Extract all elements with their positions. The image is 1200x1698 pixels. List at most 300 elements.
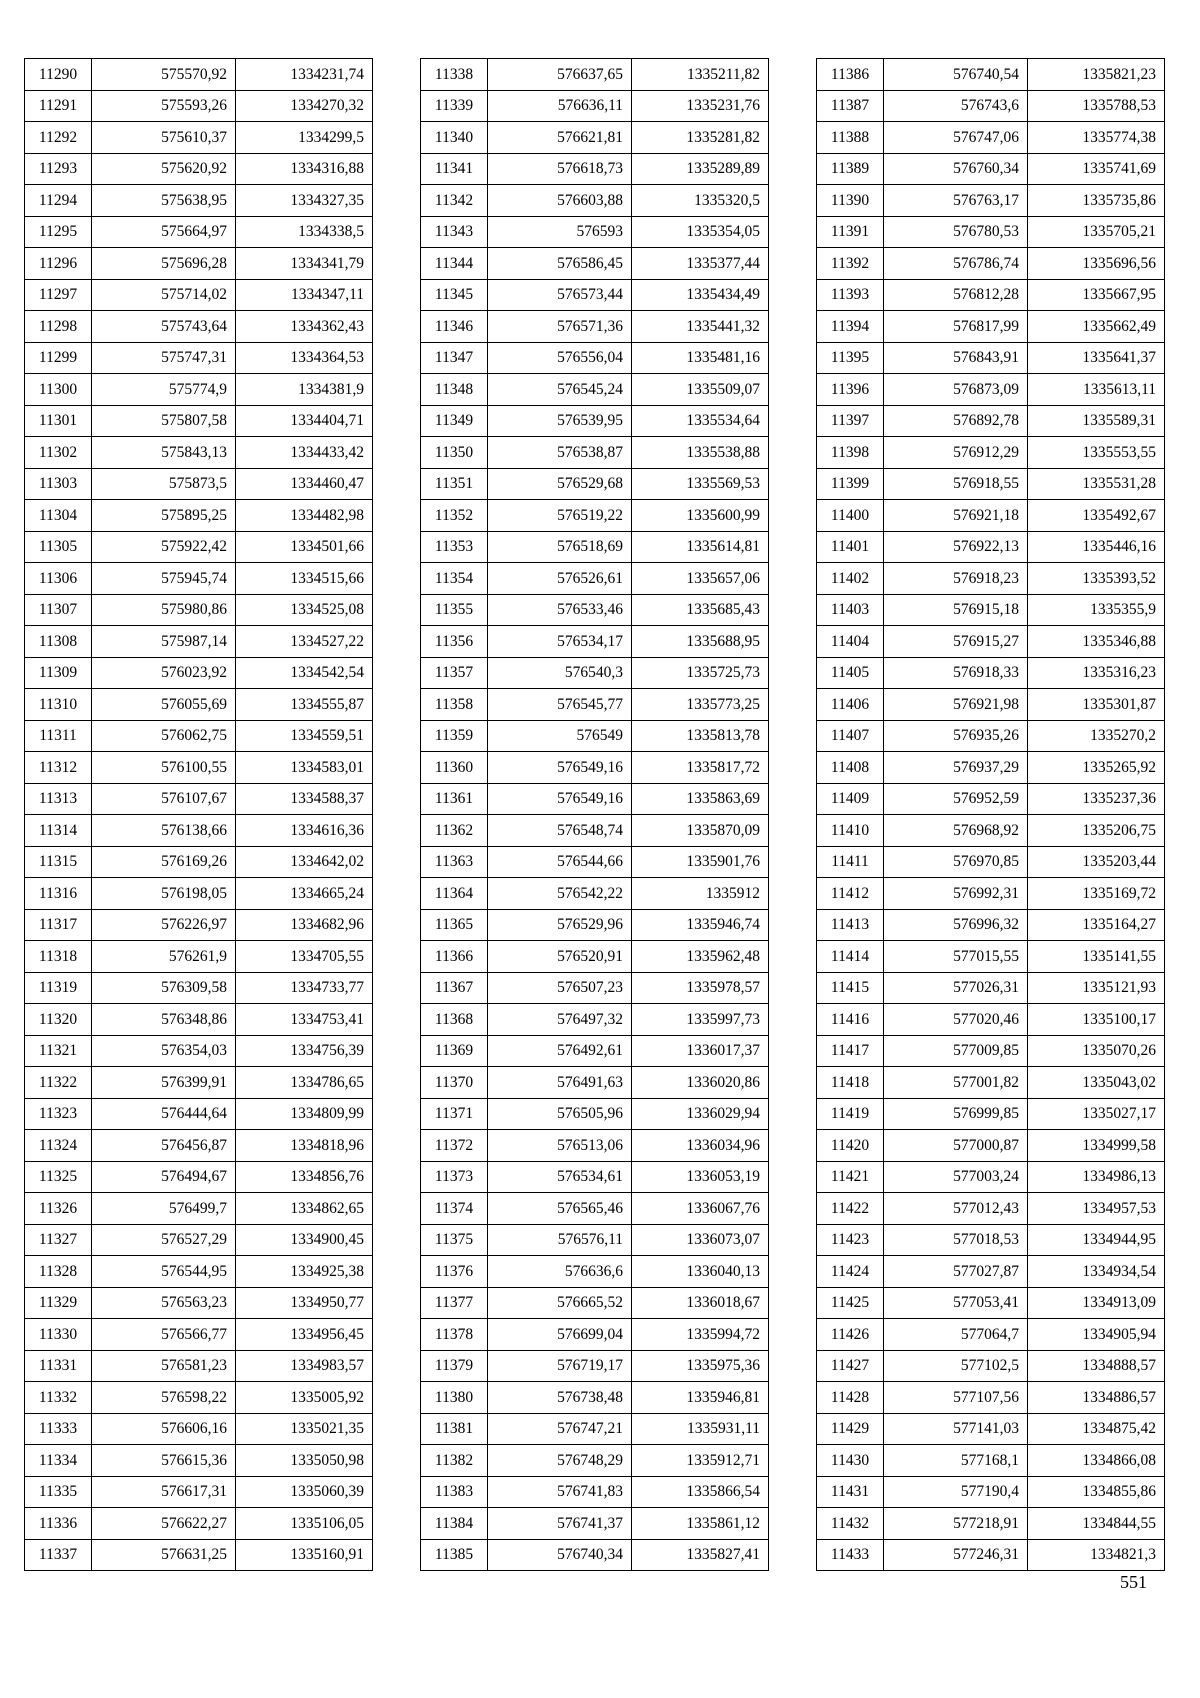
x-coordinate-cell: 576743,6	[884, 90, 1028, 122]
x-coordinate-cell: 576631,25	[92, 1539, 236, 1571]
point-number-cell: 11324	[25, 1130, 92, 1162]
x-coordinate-cell: 576526,61	[488, 563, 632, 595]
y-coordinate-cell: 1335657,06	[632, 563, 769, 595]
y-coordinate-cell: 1334616,36	[236, 815, 373, 847]
y-coordinate-cell: 1335355,9	[1028, 594, 1165, 626]
x-coordinate-cell: 576492,61	[488, 1035, 632, 1067]
point-number-cell: 11361	[421, 783, 488, 815]
x-coordinate-cell: 576598,22	[92, 1382, 236, 1414]
table-row	[25, 594, 373, 626]
table-row	[817, 437, 1165, 469]
table-row	[25, 1445, 373, 1477]
point-number-cell: 11305	[25, 531, 92, 563]
table-row	[25, 878, 373, 910]
y-coordinate-cell: 1335912	[632, 878, 769, 910]
y-coordinate-cell: 1335141,55	[1028, 941, 1165, 973]
y-coordinate-cell: 1334983,57	[236, 1350, 373, 1382]
table-row	[421, 216, 769, 248]
table-row	[25, 1476, 373, 1508]
y-coordinate-cell: 1335600,99	[632, 500, 769, 532]
point-number-cell: 11433	[817, 1539, 884, 1571]
x-coordinate-cell: 577027,87	[884, 1256, 1028, 1288]
point-number-cell: 11313	[25, 783, 92, 815]
point-number-cell: 11388	[817, 122, 884, 154]
y-coordinate-cell: 1335788,53	[1028, 90, 1165, 122]
x-coordinate-cell: 576226,97	[92, 909, 236, 941]
y-coordinate-cell: 1335866,54	[632, 1476, 769, 1508]
point-number-cell: 11339	[421, 90, 488, 122]
y-coordinate-cell: 1335975,36	[632, 1350, 769, 1382]
table-row	[25, 689, 373, 721]
table-row	[421, 1382, 769, 1414]
table-row	[421, 248, 769, 280]
point-number-cell: 11382	[421, 1445, 488, 1477]
table-row	[421, 846, 769, 878]
table-row	[817, 342, 1165, 374]
table-row	[421, 122, 769, 154]
table-row	[25, 437, 373, 469]
y-coordinate-cell: 1334555,87	[236, 689, 373, 721]
table-row	[25, 1287, 373, 1319]
y-coordinate-cell: 1334900,45	[236, 1224, 373, 1256]
y-coordinate-cell: 1334404,71	[236, 405, 373, 437]
x-coordinate-cell: 576497,32	[488, 1004, 632, 1036]
table-row	[25, 59, 373, 91]
point-number-cell: 11290	[25, 59, 92, 91]
point-number-cell: 11427	[817, 1350, 884, 1382]
table-row	[817, 405, 1165, 437]
y-coordinate-cell: 1335005,92	[236, 1382, 373, 1414]
y-coordinate-cell: 1334944,95	[1028, 1224, 1165, 1256]
y-coordinate-cell: 1335121,93	[1028, 972, 1165, 1004]
y-coordinate-cell: 1335774,38	[1028, 122, 1165, 154]
y-coordinate-cell: 1335021,35	[236, 1413, 373, 1445]
point-number-cell: 11413	[817, 909, 884, 941]
point-number-cell: 11334	[25, 1445, 92, 1477]
x-coordinate-cell: 576399,91	[92, 1067, 236, 1099]
y-coordinate-cell: 1335393,52	[1028, 563, 1165, 595]
table-row	[817, 1067, 1165, 1099]
table-row	[817, 468, 1165, 500]
point-number-cell: 11356	[421, 626, 488, 658]
point-number-cell: 11399	[817, 468, 884, 500]
y-coordinate-cell: 1335553,55	[1028, 437, 1165, 469]
table-row	[817, 59, 1165, 91]
x-coordinate-cell: 575987,14	[92, 626, 236, 658]
x-coordinate-cell: 577102,5	[884, 1350, 1028, 1382]
y-coordinate-cell: 1335377,44	[632, 248, 769, 280]
point-number-cell: 11410	[817, 815, 884, 847]
y-coordinate-cell: 1336029,94	[632, 1098, 769, 1130]
x-coordinate-cell: 576918,55	[884, 468, 1028, 500]
point-number-cell: 11306	[25, 563, 92, 595]
point-number-cell: 11404	[817, 626, 884, 658]
x-coordinate-cell: 576534,61	[488, 1161, 632, 1193]
y-coordinate-cell: 1335613,11	[1028, 374, 1165, 406]
x-coordinate-cell: 576549	[488, 720, 632, 752]
point-number-cell: 11297	[25, 279, 92, 311]
y-coordinate-cell: 1335446,16	[1028, 531, 1165, 563]
y-coordinate-cell: 1334482,98	[236, 500, 373, 532]
point-number-cell: 11397	[817, 405, 884, 437]
table-row	[817, 1035, 1165, 1067]
y-coordinate-cell: 1335441,32	[632, 311, 769, 343]
x-coordinate-cell: 576261,9	[92, 941, 236, 973]
x-coordinate-cell: 576055,69	[92, 689, 236, 721]
x-coordinate-cell: 575664,97	[92, 216, 236, 248]
y-coordinate-cell: 1334957,53	[1028, 1193, 1165, 1225]
x-coordinate-cell: 575774,9	[92, 374, 236, 406]
point-number-cell: 11331	[25, 1350, 92, 1382]
y-coordinate-cell: 1334642,02	[236, 846, 373, 878]
table-row	[25, 1319, 373, 1351]
y-coordinate-cell: 1335231,76	[632, 90, 769, 122]
table-row	[817, 972, 1165, 1004]
y-coordinate-cell: 1335211,82	[632, 59, 769, 91]
point-number-cell: 11302	[25, 437, 92, 469]
table-row	[25, 90, 373, 122]
x-coordinate-cell: 576539,95	[488, 405, 632, 437]
x-coordinate-cell: 576513,06	[488, 1130, 632, 1162]
table-row	[817, 153, 1165, 185]
point-number-cell: 11301	[25, 405, 92, 437]
table-row	[817, 374, 1165, 406]
table-row	[421, 878, 769, 910]
y-coordinate-cell: 1335946,74	[632, 909, 769, 941]
x-coordinate-cell: 576548,74	[488, 815, 632, 847]
x-coordinate-cell: 576621,81	[488, 122, 632, 154]
y-coordinate-cell: 1335813,78	[632, 720, 769, 752]
point-number-cell: 11414	[817, 941, 884, 973]
x-coordinate-cell: 576100,55	[92, 752, 236, 784]
x-coordinate-cell: 575807,58	[92, 405, 236, 437]
table-row	[421, 90, 769, 122]
table-row	[421, 437, 769, 469]
table-row	[817, 783, 1165, 815]
coordinate-table-3	[816, 58, 1165, 1571]
y-coordinate-cell: 1334809,99	[236, 1098, 373, 1130]
y-coordinate-cell: 1335931,11	[632, 1413, 769, 1445]
point-number-cell: 11347	[421, 342, 488, 374]
y-coordinate-cell: 1335320,5	[632, 185, 769, 217]
table-row	[421, 1098, 769, 1130]
table-row	[817, 311, 1165, 343]
y-coordinate-cell: 1334733,77	[236, 972, 373, 1004]
point-number-cell: 11407	[817, 720, 884, 752]
point-number-cell: 11422	[817, 1193, 884, 1225]
x-coordinate-cell: 576618,73	[488, 153, 632, 185]
table-row	[25, 815, 373, 847]
y-coordinate-cell: 1334986,13	[1028, 1161, 1165, 1193]
point-number-cell: 11372	[421, 1130, 488, 1162]
y-coordinate-cell: 1335270,2	[1028, 720, 1165, 752]
y-coordinate-cell: 1335962,48	[632, 941, 769, 973]
y-coordinate-cell: 1334756,39	[236, 1035, 373, 1067]
table-row	[25, 1413, 373, 1445]
y-coordinate-cell: 1334381,9	[236, 374, 373, 406]
point-number-cell: 11322	[25, 1067, 92, 1099]
y-coordinate-cell: 1334270,32	[236, 90, 373, 122]
y-coordinate-cell: 1334956,45	[236, 1319, 373, 1351]
point-number-cell: 11300	[25, 374, 92, 406]
x-coordinate-cell: 576566,77	[92, 1319, 236, 1351]
x-coordinate-cell: 576456,87	[92, 1130, 236, 1162]
x-coordinate-cell: 576935,26	[884, 720, 1028, 752]
point-number-cell: 11321	[25, 1035, 92, 1067]
point-number-cell: 11291	[25, 90, 92, 122]
x-coordinate-cell: 576937,29	[884, 752, 1028, 784]
x-coordinate-cell: 576545,77	[488, 689, 632, 721]
table-row	[25, 626, 373, 658]
y-coordinate-cell: 1336067,76	[632, 1193, 769, 1225]
table-row	[25, 216, 373, 248]
y-coordinate-cell: 1335106,05	[236, 1508, 373, 1540]
table-row	[817, 909, 1165, 941]
point-number-cell: 11348	[421, 374, 488, 406]
y-coordinate-cell: 1335870,09	[632, 815, 769, 847]
table-row	[421, 279, 769, 311]
y-coordinate-cell: 1335354,05	[632, 216, 769, 248]
x-coordinate-cell: 576748,29	[488, 1445, 632, 1477]
point-number-cell: 11335	[25, 1476, 92, 1508]
y-coordinate-cell: 1335817,72	[632, 752, 769, 784]
point-number-cell: 11428	[817, 1382, 884, 1414]
table-row	[25, 185, 373, 217]
x-coordinate-cell: 575620,92	[92, 153, 236, 185]
x-coordinate-cell: 576968,92	[884, 815, 1028, 847]
point-number-cell: 11409	[817, 783, 884, 815]
table-row	[25, 1224, 373, 1256]
y-coordinate-cell: 1335705,21	[1028, 216, 1165, 248]
y-coordinate-cell: 1335538,88	[632, 437, 769, 469]
y-coordinate-cell: 1335160,91	[236, 1539, 373, 1571]
point-number-cell: 11415	[817, 972, 884, 1004]
table-row	[817, 279, 1165, 311]
x-coordinate-cell: 576812,28	[884, 279, 1028, 311]
table-row	[817, 846, 1165, 878]
y-coordinate-cell: 1334950,77	[236, 1287, 373, 1319]
point-number-cell: 11351	[421, 468, 488, 500]
x-coordinate-cell: 576563,23	[92, 1287, 236, 1319]
y-coordinate-cell: 1335901,76	[632, 846, 769, 878]
x-coordinate-cell: 576922,13	[884, 531, 1028, 563]
x-coordinate-cell: 576169,26	[92, 846, 236, 878]
y-coordinate-cell: 1334559,51	[236, 720, 373, 752]
y-coordinate-cell: 1336020,86	[632, 1067, 769, 1099]
point-number-cell: 11390	[817, 185, 884, 217]
point-number-cell: 11353	[421, 531, 488, 563]
y-coordinate-cell: 1334501,66	[236, 531, 373, 563]
x-coordinate-cell: 575945,74	[92, 563, 236, 595]
coordinate-table-1	[24, 58, 373, 1571]
point-number-cell: 11308	[25, 626, 92, 658]
point-number-cell: 11325	[25, 1161, 92, 1193]
point-number-cell: 11352	[421, 500, 488, 532]
x-coordinate-cell: 576996,32	[884, 909, 1028, 941]
point-number-cell: 11292	[25, 122, 92, 154]
table-row	[25, 720, 373, 752]
table-row	[25, 311, 373, 343]
table-row	[817, 657, 1165, 689]
y-coordinate-cell: 1334231,74	[236, 59, 373, 91]
y-coordinate-cell: 1335289,89	[632, 153, 769, 185]
point-number-cell: 11403	[817, 594, 884, 626]
y-coordinate-cell: 1335050,98	[236, 1445, 373, 1477]
point-number-cell: 11366	[421, 941, 488, 973]
x-coordinate-cell: 576741,37	[488, 1508, 632, 1540]
table-row	[817, 1319, 1165, 1351]
x-coordinate-cell: 577026,31	[884, 972, 1028, 1004]
table-row	[421, 59, 769, 91]
point-number-cell: 11342	[421, 185, 488, 217]
x-coordinate-cell: 576518,69	[488, 531, 632, 563]
x-coordinate-cell: 576606,16	[92, 1413, 236, 1445]
table-row	[817, 1287, 1165, 1319]
x-coordinate-cell: 576665,52	[488, 1287, 632, 1319]
table-row	[421, 1035, 769, 1067]
y-coordinate-cell: 1335509,07	[632, 374, 769, 406]
y-coordinate-cell: 1334665,24	[236, 878, 373, 910]
table-row	[421, 1224, 769, 1256]
point-number-cell: 11338	[421, 59, 488, 91]
x-coordinate-cell: 576912,29	[884, 437, 1028, 469]
x-coordinate-cell: 575980,86	[92, 594, 236, 626]
table-row	[817, 720, 1165, 752]
x-coordinate-cell: 575570,92	[92, 59, 236, 91]
x-coordinate-cell: 577020,46	[884, 1004, 1028, 1036]
point-number-cell: 11378	[421, 1319, 488, 1351]
y-coordinate-cell: 1334705,55	[236, 941, 373, 973]
y-coordinate-cell: 1335863,69	[632, 783, 769, 815]
y-coordinate-cell: 1335861,12	[632, 1508, 769, 1540]
x-coordinate-cell: 576740,54	[884, 59, 1028, 91]
y-coordinate-cell: 1335531,28	[1028, 468, 1165, 500]
point-number-cell: 11430	[817, 1445, 884, 1477]
point-number-cell: 11343	[421, 216, 488, 248]
y-coordinate-cell: 1334299,5	[236, 122, 373, 154]
y-coordinate-cell: 1336053,19	[632, 1161, 769, 1193]
y-coordinate-cell: 1335481,16	[632, 342, 769, 374]
y-coordinate-cell: 1334338,5	[236, 216, 373, 248]
y-coordinate-cell: 1335773,25	[632, 689, 769, 721]
y-coordinate-cell: 1335169,72	[1028, 878, 1165, 910]
table-row	[25, 846, 373, 878]
y-coordinate-cell: 1335346,88	[1028, 626, 1165, 658]
page-number: 551	[1120, 1572, 1147, 1592]
point-number-cell: 11326	[25, 1193, 92, 1225]
point-number-cell: 11369	[421, 1035, 488, 1067]
x-coordinate-cell: 577012,43	[884, 1193, 1028, 1225]
point-number-cell: 11384	[421, 1508, 488, 1540]
y-coordinate-cell: 1334818,96	[236, 1130, 373, 1162]
y-coordinate-cell: 1335281,82	[632, 122, 769, 154]
table-row	[421, 626, 769, 658]
table-row	[25, 1193, 373, 1225]
x-coordinate-cell: 576571,36	[488, 311, 632, 343]
table-row	[421, 311, 769, 343]
y-coordinate-cell: 1335946,81	[632, 1382, 769, 1414]
x-coordinate-cell: 576636,6	[488, 1256, 632, 1288]
table-row	[25, 531, 373, 563]
x-coordinate-cell: 575843,13	[92, 437, 236, 469]
x-coordinate-cell: 576107,67	[92, 783, 236, 815]
y-coordinate-cell: 1334875,42	[1028, 1413, 1165, 1445]
x-coordinate-cell: 576780,53	[884, 216, 1028, 248]
table-row	[421, 1193, 769, 1225]
table-row	[421, 153, 769, 185]
y-coordinate-cell: 1335741,69	[1028, 153, 1165, 185]
point-number-cell: 11423	[817, 1224, 884, 1256]
x-coordinate-cell: 576581,23	[92, 1350, 236, 1382]
y-coordinate-cell: 1334515,66	[236, 563, 373, 595]
x-coordinate-cell: 577190,4	[884, 1476, 1028, 1508]
point-number-cell: 11359	[421, 720, 488, 752]
point-number-cell: 11317	[25, 909, 92, 941]
x-coordinate-cell: 576138,66	[92, 815, 236, 847]
table-row	[817, 1539, 1165, 1571]
table-row	[421, 689, 769, 721]
y-coordinate-cell: 1334347,11	[236, 279, 373, 311]
y-coordinate-cell: 1334460,47	[236, 468, 373, 500]
y-coordinate-cell: 1335534,64	[632, 405, 769, 437]
point-number-cell: 11420	[817, 1130, 884, 1162]
x-coordinate-cell: 576740,34	[488, 1539, 632, 1571]
x-coordinate-cell: 576843,91	[884, 342, 1028, 374]
x-coordinate-cell: 576738,48	[488, 1382, 632, 1414]
table-row	[25, 657, 373, 689]
point-number-cell: 11299	[25, 342, 92, 374]
y-coordinate-cell: 1336040,13	[632, 1256, 769, 1288]
point-number-cell: 11405	[817, 657, 884, 689]
table-row	[817, 1161, 1165, 1193]
x-coordinate-cell: 576817,99	[884, 311, 1028, 343]
y-coordinate-cell: 1335060,39	[236, 1476, 373, 1508]
point-number-cell: 11429	[817, 1413, 884, 1445]
x-coordinate-cell: 576309,58	[92, 972, 236, 1004]
point-number-cell: 11327	[25, 1224, 92, 1256]
x-coordinate-cell: 576921,18	[884, 500, 1028, 532]
y-coordinate-cell: 1335696,56	[1028, 248, 1165, 280]
x-coordinate-cell: 576198,05	[92, 878, 236, 910]
point-number-cell: 11304	[25, 500, 92, 532]
y-coordinate-cell: 1334527,22	[236, 626, 373, 658]
y-coordinate-cell: 1335301,87	[1028, 689, 1165, 721]
point-number-cell: 11411	[817, 846, 884, 878]
x-coordinate-cell: 576786,74	[884, 248, 1028, 280]
x-coordinate-cell: 575922,42	[92, 531, 236, 563]
point-number-cell: 11363	[421, 846, 488, 878]
point-number-cell: 11377	[421, 1287, 488, 1319]
y-coordinate-cell: 1335043,02	[1028, 1067, 1165, 1099]
table-row	[817, 563, 1165, 595]
point-number-cell: 11346	[421, 311, 488, 343]
point-number-cell: 11408	[817, 752, 884, 784]
point-number-cell: 11312	[25, 752, 92, 784]
table-row	[25, 1098, 373, 1130]
table-row	[421, 1413, 769, 1445]
table-row	[817, 1130, 1165, 1162]
point-number-cell: 11393	[817, 279, 884, 311]
x-coordinate-cell: 576534,17	[488, 626, 632, 658]
point-number-cell: 11421	[817, 1161, 884, 1193]
y-coordinate-cell: 1335685,43	[632, 594, 769, 626]
point-number-cell: 11295	[25, 216, 92, 248]
table-row	[25, 1382, 373, 1414]
point-number-cell: 11375	[421, 1224, 488, 1256]
point-number-cell: 11311	[25, 720, 92, 752]
point-number-cell: 11314	[25, 815, 92, 847]
x-coordinate-cell: 576603,88	[488, 185, 632, 217]
